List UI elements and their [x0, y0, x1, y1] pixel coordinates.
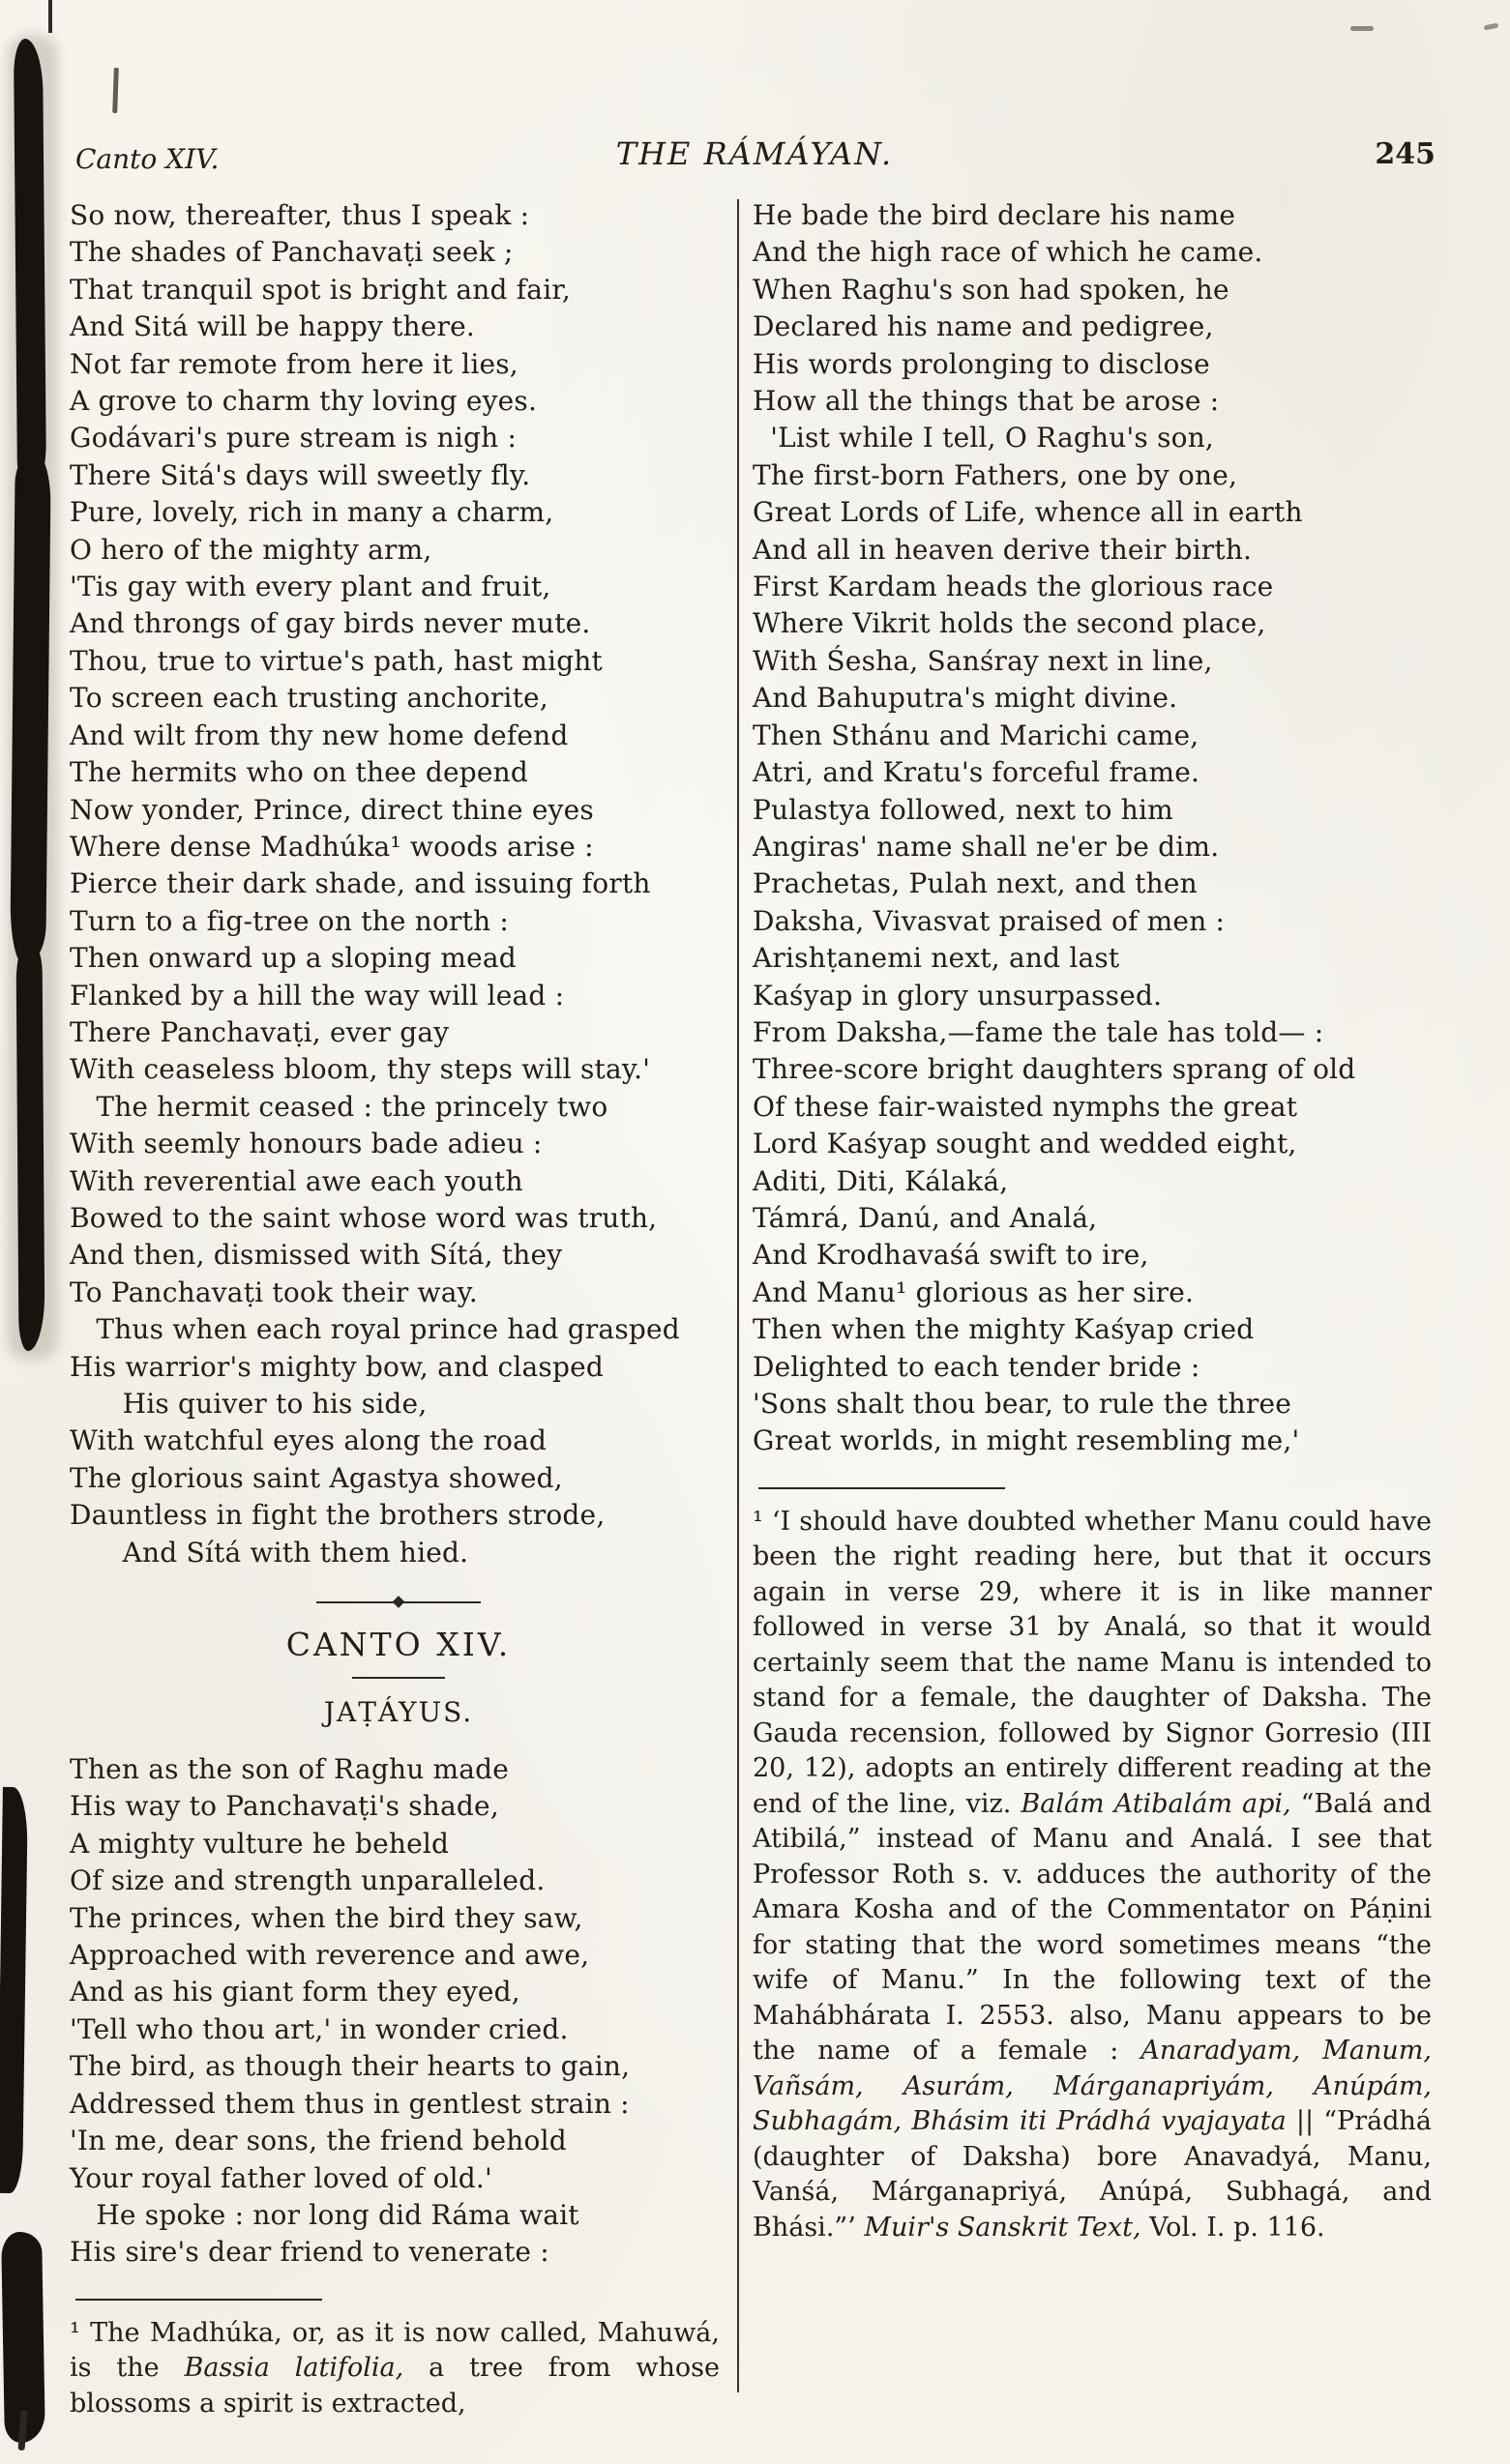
poem-line: His quiver to his side,	[70, 1388, 428, 1420]
footnote-text-segment: ¹ ‘I should have doubted whether Manu could have been the right reading here, but that it occurs again in verse 29, where it is in like manner followed in verse 31 by Analá, so that it would certainly seem that the name Manu is intended to stand for a female, the daughter of Daksha. The Gauda recension, followed by Signor Gorresio (III 20, 12), adopts an entirely different reading at the end of the line, viz.	[753, 1506, 1432, 1819]
poem-line: Approached with reverence and awe,	[70, 1939, 590, 1972]
poem-line: The first-born Fathers, one by one,	[753, 458, 1238, 491]
section-ornament	[316, 1593, 481, 1612]
poem-line: Addressed them thus in gentlest strain :	[70, 2087, 630, 2120]
poem-line: Angiras' name shall ne'er be dim.	[753, 830, 1220, 863]
footnote-text-segment: Anaradyam, Manum, Vañsám, Asurám, Márganapriyám, Anúpám, Subhagám, Bhásim iti Prádhá vyajayata ||	[753, 2036, 1432, 2137]
poem-line: With reverential awe each youth	[70, 1164, 523, 1197]
footnote-text-segment: Vol. I. p. 116.	[1140, 2212, 1325, 2243]
page-number: 245	[1375, 137, 1436, 171]
heading-rule	[352, 1677, 445, 1679]
poem-right-column	[753, 197, 1439, 1460]
poem-line: O hero of the mighty arm,	[70, 533, 432, 566]
poem-line: To screen each trusting anchorite,	[70, 682, 548, 715]
canto-reference: Canto XIV.	[75, 143, 220, 175]
poem-line: The hermits who on thee depend	[70, 756, 529, 789]
poem-line: A grove to charm thy loving eyes.	[70, 385, 538, 418]
poem-line: Daksha, Vivasvat praised of men :	[753, 904, 1226, 937]
poem-line: Támrá, Danú, and Analá,	[753, 1201, 1098, 1234]
footnote-text-segment: ¹ The Madhúka, or, as it is now called, Mahuwá, is the	[70, 2317, 720, 2384]
poem-line: From Daksha,—fame the tale has told— :	[753, 1015, 1324, 1048]
ink-mark	[48, 0, 52, 33]
poem-line: Pierce their dark shade, and issuing forth	[70, 867, 651, 900]
poem-line: That tranquil spot is bright and fair,	[70, 273, 571, 306]
poem-line: And Manu¹ glorious as her sire.	[753, 1276, 1195, 1308]
poem-line: And all in heaven derive their birth.	[753, 533, 1253, 566]
ink-mark	[18, 2410, 28, 2450]
poem-line: With watchful eyes along the road	[70, 1424, 548, 1457]
poem-line: And Sitá will be happy there.	[70, 310, 475, 343]
running-header	[70, 133, 1439, 184]
poem-line: Turn to a fig-tree on the north :	[70, 904, 510, 937]
poem-line: Then when the mighty Kaśyap cried	[753, 1313, 1255, 1346]
poem-line: His words prolonging to disclose	[753, 347, 1210, 380]
poem-line: He bade the bird declare his name	[753, 199, 1236, 231]
poem-line: Thus when each royal prince had grasped	[70, 1313, 680, 1346]
poem-line: Of size and strength unparalleled.	[70, 1864, 546, 1897]
binding-ink-mark	[16, 940, 45, 1351]
poem-line: The glorious saint Agastya showed,	[70, 1461, 563, 1494]
poem-line: Prachetas, Pulah next, and then	[753, 867, 1198, 900]
right-column	[753, 197, 1439, 2421]
footnote-text-segment: a tree from whose blossoms a spirit is extracted,	[70, 2353, 720, 2419]
poem-line: The hermit ceased : the princely two	[70, 1090, 608, 1123]
poem-line: With Śesha, Sanśray next in line,	[753, 644, 1213, 677]
pen-mark	[112, 68, 119, 113]
poem-line: 'Tell who thou art,' in wonder cried.	[70, 2012, 569, 2045]
poem-line: When Raghu's son had spoken, he	[753, 273, 1229, 306]
binding-ink-mark	[0, 1787, 28, 2193]
poem-line: There Sitá's days will sweetly fly.	[70, 458, 531, 491]
poem-line: Godávari's pure stream is nigh :	[70, 422, 518, 455]
poem-line: And then, dismissed with Sítá, they	[70, 1239, 563, 1272]
poem-line: Pure, lovely, rich in many a charm,	[70, 496, 554, 529]
poem-canto13-end	[70, 197, 727, 1571]
poem-line: Great Lords of Life, whence all in earth	[753, 496, 1303, 529]
binding-ink-mark	[14, 39, 46, 488]
two-column-text	[70, 197, 1510, 2421]
footnote-text-segment: “Balá and Atibilá,” instead of Manu and Analá. I see that Professor Roth s. v. adduces the authority of the Amara Kosha and of the Commentator on Páṇini for stating that the word sometimes means “the wife of Manu.” In the following text of the Mahábhárata I. 2553. also, Manu appears to be the name of a female :	[753, 1788, 1432, 2067]
footnote-text-segment: Balám Atibalám api,	[1021, 1788, 1291, 1819]
footnote-text-segment: Bassia latifolia,	[184, 2353, 404, 2384]
poem-line: And the high race of which he came.	[753, 236, 1263, 269]
poem-line: Aditi, Diti, Kálaká,	[753, 1164, 1009, 1197]
poem-line: And as his giant form they eyed,	[70, 1976, 520, 2009]
poem-line: His way to Panchavaṭi's shade,	[70, 1790, 499, 1823]
footnote-text-segment: Muir's Sanskrit Text,	[864, 2212, 1141, 2243]
poem-line: First Kardam heads the glorious race	[753, 571, 1274, 603]
poem-line: The bird, as though their hearts to gain,	[70, 2050, 631, 2083]
poem-line: Then Sthánu and Marichi came,	[753, 719, 1199, 751]
canto-heading: CANTO XIV.	[285, 1626, 512, 1664]
poem-line: And Krodhavaśá swift to ire,	[753, 1239, 1149, 1272]
poem-line: Now yonder, Prince, direct thine eyes	[70, 793, 594, 826]
poem-line: Where dense Madhúka¹ woods arise :	[70, 830, 594, 863]
canto-subheading: JAṬÁYUS.	[323, 1696, 474, 1729]
poem-line: Where Vikrit holds the second place,	[753, 607, 1266, 640]
poem-line: 'Sons shalt thou bear, to rule the three	[753, 1388, 1292, 1420]
ink-speck	[1484, 22, 1499, 30]
poem-line: Dauntless in fight the brothers strode,	[70, 1499, 606, 1532]
ink-speck	[1350, 26, 1374, 31]
poem-line: There Panchavaṭi, ever gay	[70, 1015, 450, 1048]
poem-line: 'List while I tell, O Raghu's son,	[753, 422, 1215, 455]
poem-line: How all the things that be arose :	[753, 385, 1220, 418]
poem-line: So now, thereafter, thus I speak :	[70, 199, 530, 231]
poem-line: And Bahuputra's might divine.	[753, 682, 1178, 715]
poem-line: Great worlds, in might resembling me,'	[753, 1424, 1300, 1457]
poem-line: Pulastya followed, next to him	[753, 793, 1173, 826]
left-column	[70, 197, 727, 2421]
poem-line: Then as the son of Raghu made	[70, 1753, 510, 1786]
poem-line: The princes, when the bird they saw,	[70, 1901, 583, 1934]
binding-ink-mark	[10, 453, 51, 965]
poem-line: Of these fair-waisted nymphs the great	[753, 1090, 1298, 1123]
book-title: THE RÁMÁYAN.	[615, 135, 894, 172]
poem-line: Flanked by a hill the way will lead :	[70, 979, 565, 1012]
poem-line: And throngs of gay birds never mute.	[70, 607, 591, 640]
poem-line: With ceaseless bloom, thy steps will stay.'	[70, 1053, 651, 1086]
left-footnote	[70, 2316, 727, 2422]
poem-line: His sire's dear friend to venerate :	[70, 2236, 549, 2269]
poem-line: Three-score bright daughters sprang of old	[753, 1053, 1356, 1086]
footnote-separator	[758, 1487, 1005, 1489]
poem-line: Declared his name and pedigree,	[753, 310, 1214, 343]
poem-line: Then onward up a sloping mead	[70, 942, 517, 975]
right-footnote	[753, 1505, 1439, 2246]
poem-line: Thou, true to virtue's path, hast might	[70, 644, 603, 677]
poem-line: Lord Kaśyap sought and wedded eight,	[753, 1128, 1297, 1160]
poem-line: His warrior's mighty bow, and clasped	[70, 1350, 604, 1383]
poem-line: Arishṭanemi next, and last	[753, 942, 1120, 975]
column-divider-rule	[737, 199, 739, 2392]
ornament-diamond	[393, 1596, 405, 1608]
poem-line: And Sítá with them hied.	[70, 1536, 469, 1569]
poem-line: And wilt from thy new home defend	[70, 719, 569, 751]
poem-line: Delighted to each tender bride :	[753, 1350, 1200, 1383]
poem-line: 'In me, dear sons, the friend behold	[70, 2125, 567, 2157]
poem-line: Not far remote from here it lies,	[70, 347, 518, 380]
poem-canto14	[70, 1751, 727, 2272]
poem-line: The shades of Panchavaṭi seek ;	[70, 236, 514, 269]
poem-line: He spoke : nor long did Ráma wait	[70, 2198, 579, 2231]
footnote-text-segment: “Prádhá (daughter of Daksha) bore Anavadyá, Manu, Vanśá, Márganapriyá, Anúpá, Subhagá, and Bhási.”’	[753, 2106, 1432, 2243]
poem-line: To Panchavaṭi took their way.	[70, 1276, 478, 1308]
poem-line: Atri, and Kratu's forceful frame.	[753, 756, 1200, 789]
poem-line: With seemly honours bade adieu :	[70, 1128, 543, 1160]
poem-line: Kaśyap in glory unsurpassed.	[753, 979, 1163, 1012]
poem-line: Your royal father loved of old.'	[70, 2161, 492, 2194]
footnote-separator	[75, 2299, 322, 2301]
poem-line: Bowed to the saint whose word was truth,	[70, 1201, 658, 1234]
poem-line: 'Tis gay with every plant and fruit,	[70, 571, 551, 603]
poem-line: A mighty vulture he beheld	[70, 1827, 450, 1860]
